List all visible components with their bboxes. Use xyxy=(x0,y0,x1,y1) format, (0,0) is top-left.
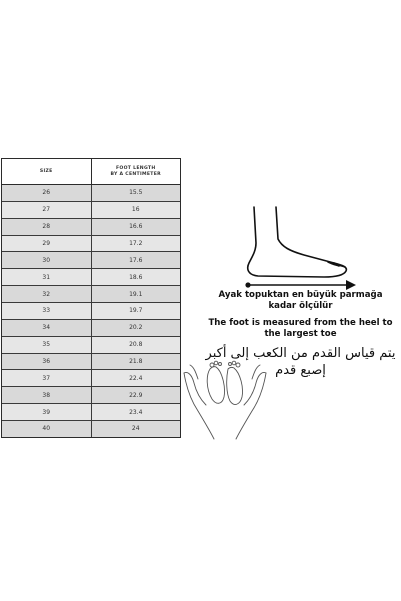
caption-ar-line-1: يتم قياس القدم من الكعب إلى أكبر xyxy=(205,346,396,361)
size-cell: 32 xyxy=(42,290,51,298)
foot-length-cell: 22.9 xyxy=(91,387,181,403)
table-row xyxy=(2,404,180,421)
caption-tr-line-1: Ayak topuktan en büyük parmağa xyxy=(218,290,383,300)
header-foot-length: FOOT LENGTH BY A CENTIMETER xyxy=(91,159,181,184)
size-cell: 37 xyxy=(42,374,51,382)
header-size: SIZE xyxy=(39,168,53,174)
foot-length-cell: 23.4 xyxy=(91,404,181,420)
caption-english xyxy=(200,318,401,340)
table-body xyxy=(2,185,180,437)
foot-length-cell: 17.2 xyxy=(91,236,181,252)
table-row xyxy=(2,354,180,371)
size-chart-table xyxy=(1,158,181,438)
caption-ar-line-2: إصبع قدم xyxy=(275,363,326,378)
foot-length-cell: 24 xyxy=(91,421,181,437)
foot-length-cell: 20.2 xyxy=(91,320,181,336)
size-cell: 34 xyxy=(42,324,51,332)
table-row xyxy=(2,185,180,202)
table-row xyxy=(2,286,180,303)
table-row xyxy=(2,219,180,236)
caption-tr-line-2: kadar ölçülür xyxy=(268,301,333,311)
foot-length-cell: 21.8 xyxy=(91,354,181,370)
size-cell: 29 xyxy=(42,240,51,247)
hands-holding-baby-feet-icon xyxy=(180,355,270,440)
foot-length-cell: 17.6 xyxy=(91,252,181,268)
size-cell: 35 xyxy=(42,341,51,349)
size-cell: 31 xyxy=(42,273,51,281)
foot-length-cell: 22.4 xyxy=(91,370,181,386)
table-row xyxy=(2,252,180,269)
foot-length-cell: 15.5 xyxy=(91,185,181,201)
foot-length-cell: 16 xyxy=(91,202,181,218)
table-row xyxy=(2,269,180,286)
caption-en-line-2: the largest toe xyxy=(264,329,337,339)
table-row xyxy=(2,303,180,320)
table-row xyxy=(2,387,180,404)
size-cell: 26 xyxy=(42,189,51,197)
table-row xyxy=(2,370,180,387)
caption-en-line-1: The foot is measured from the heel to xyxy=(208,318,393,328)
table-row xyxy=(2,236,180,253)
size-cell: 28 xyxy=(42,223,51,231)
foot-outline-icon xyxy=(232,205,362,290)
foot-length-cell: 20.8 xyxy=(91,337,181,353)
table-row xyxy=(2,337,180,354)
size-cell: 40 xyxy=(42,425,51,433)
size-cell: 27 xyxy=(42,206,51,214)
size-cell: 30 xyxy=(42,256,51,264)
size-cell: 38 xyxy=(42,391,51,399)
foot-length-cell: 19.7 xyxy=(91,303,181,319)
table-row xyxy=(2,421,180,437)
caption-turkish xyxy=(200,290,401,312)
size-cell: 33 xyxy=(42,307,51,315)
size-cell: 39 xyxy=(42,408,51,416)
table-row xyxy=(2,320,180,337)
table-header xyxy=(2,159,180,185)
foot-length-cell: 16.6 xyxy=(91,219,181,235)
foot-length-cell: 18.6 xyxy=(91,269,181,285)
foot-length-cell: 19.1 xyxy=(91,286,181,302)
table-row xyxy=(2,202,180,219)
size-cell: 36 xyxy=(42,358,51,366)
